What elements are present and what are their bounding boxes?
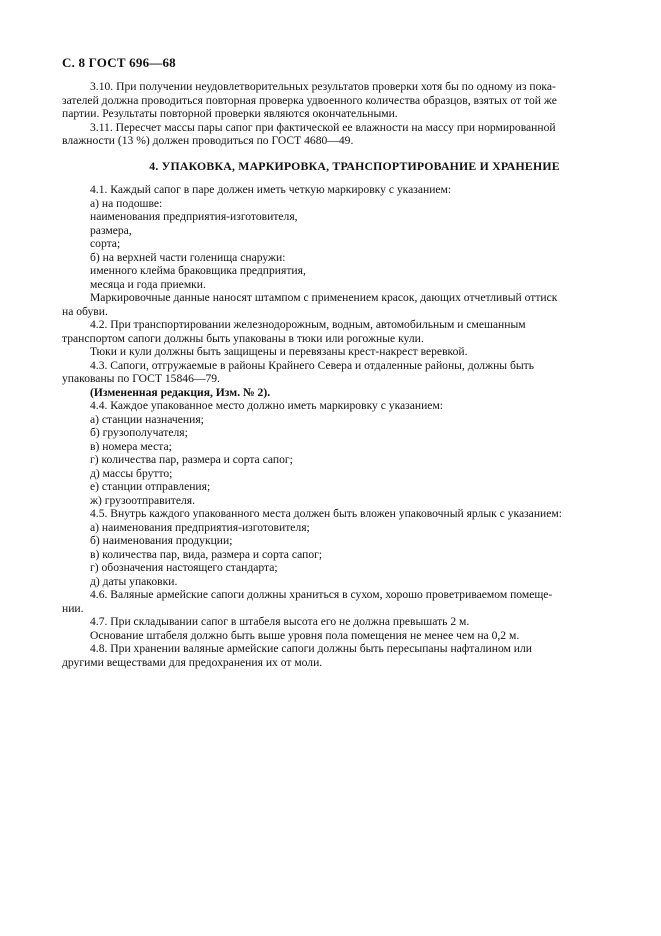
text-line: а) станции назначения; [90,412,204,426]
clause-block-3 [62,80,599,148]
text-line: наименования предприятия-изготовителя, [90,210,298,223]
text-line: ж) грузоотправителя. [90,493,196,507]
text-line: Тюки и кули должны быть защищены и перевязаны крест-накрест веревкой. [90,345,468,358]
text-line: в) количества пар, вида, размера и сорта сапог; [90,547,323,561]
text-line: транспортом сапоги должны быть упакованы в тюки или рогожные кули. [62,331,424,345]
text-line: месяца и года приемки. [90,277,206,291]
page-header: С. 8 ГОСТ 696—68 [62,55,176,70]
text-line: а) наименования предприятия-изготовителя; [90,520,310,534]
text-line: на обуви. [62,304,108,318]
text-line: б) на верхней части голенища снаружи: [90,250,286,264]
text-line: д) массы брутто; [90,466,173,480]
text-line: сорта; [90,237,121,250]
text-line: Маркировочные данные наносят штампом с применением красок, дающих отчетливый оттиск [90,291,558,304]
text-line: влажности (13 %) должен проводиться по ГОСТ 4680—49. [62,134,354,147]
text-line: 4.3. Сапоги, отгружаемые в районы Крайнего Севера и отдаленные районы, должны быть [90,358,535,372]
text-line: б) наименования продукции; [90,534,233,547]
text-line: г) обозначения настоящего стандарта; [90,561,278,574]
text-line: именного клейма браковщика предприятия, [90,264,306,277]
text-line: в) номера места; [90,439,172,453]
text-line: зателей должна проводиться повторная проверка удвоенного количества образцов, взятых от той же [62,93,557,107]
text-line: партии. Результаты повторной проверки являются окончательными. [62,107,398,120]
text-line: (Измененная редакция, Изм. № 2). [90,385,271,399]
text-line: нии. [62,601,84,615]
text-line: д) даты упаковки. [90,574,178,588]
clause-block-4 [62,183,599,669]
text-line: 4.2. При транспортировании железнодорожным, водным, автомобильным и смешанным [90,318,526,331]
document-body [62,80,599,669]
section-title: 4. УПАКОВКА, МАРКИРОВКА, ТРАНСПОРТИРОВАНИЕ И ХРАНЕНИЕ [149,158,560,173]
text-line: е) станции отправления; [90,480,211,493]
text-line: г) количества пар, размера и сорта сапог; [90,453,293,466]
text-line: Основание штабеля должно быть выше уровня пола помещения не менее чем на 0,2 м. [90,628,520,642]
text-line: размера, [90,223,132,237]
text-line: 4.8. При хранении валяные армейские сапоги должны быть пересыпаны нафталином или [90,642,532,655]
text-line: 4.7. При складывании сапог в штабеля высота его не должна превышать 2 м. [90,615,470,628]
text-line: упакованы по ГОСТ 15846—79. [62,372,220,385]
text-line: 4.1. Каждый сапог в паре должен иметь четкую маркировку с указанием: [90,183,452,196]
text-line: 4.4. Каждое упакованное место должно иметь маркировку с указанием: [90,399,444,412]
text-line: а) на подошве: [90,196,163,210]
text-line: 3.10. При получении неудовлетворительных результатов проверки хотя бы по одному из пока- [90,80,556,93]
text-line: б) грузополучателя; [90,426,188,439]
text-line: 4.5. Внутрь каждого упакованного места должен быть вложен упаковочный ярлык с указанием: [90,507,562,520]
text-line: другими веществами для предохранения их от моли. [62,655,323,669]
text-line: 3.11. Пересчет массы пары сапог при фактической ее влажности на массу при нормированной [90,120,556,134]
text-line: 4.6. Валяные армейские сапоги должны храниться в сухом, хорошо проветриваемом помеще- [90,588,553,601]
